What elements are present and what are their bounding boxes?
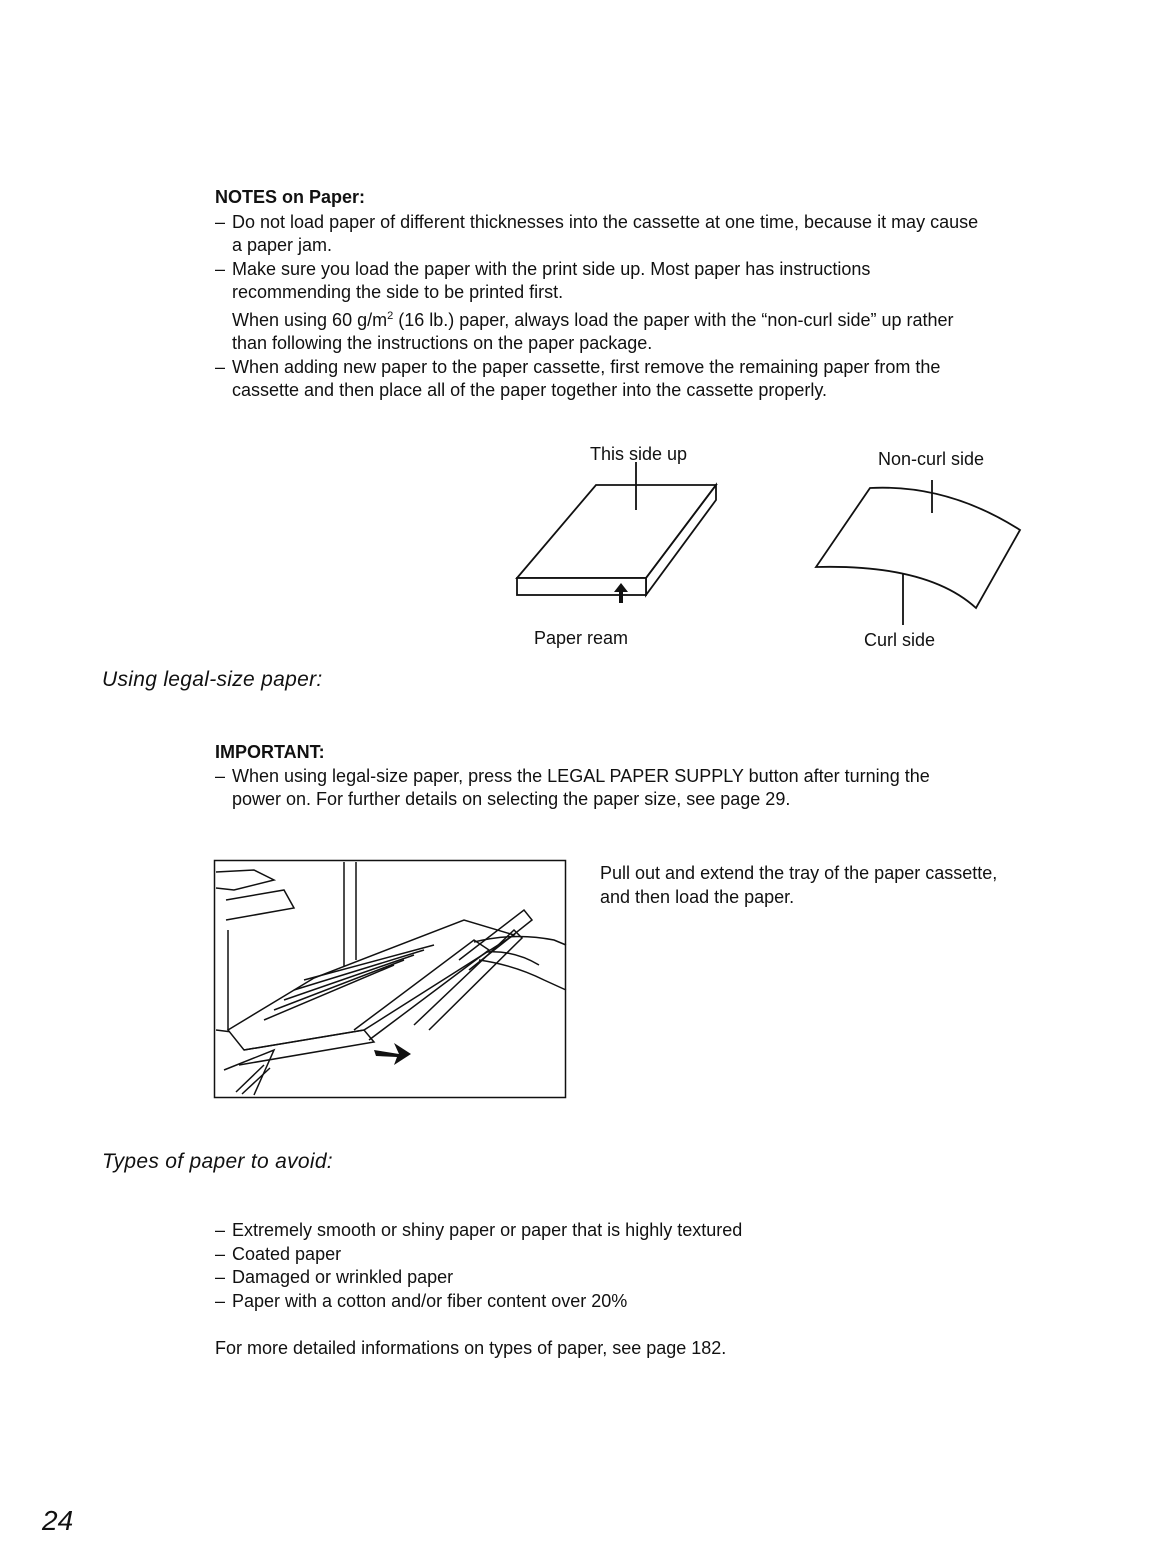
avoid-section-title: Types of paper to avoid: [102, 1150, 333, 1173]
curl-side-label: Curl side [864, 630, 936, 650]
non-curl-side-label: Non-curl side [878, 449, 985, 469]
bullet-dash: – [215, 1220, 226, 1240]
instruction-line: Pull out and extend the tray of the paper cassette, [600, 863, 998, 883]
notes-on-paper [215, 186, 1095, 403]
note-line: Do not load paper of different thicknesses into the cassette at one time, because it may cause [232, 211, 979, 232]
important-line: power on. For further details on selecting the paper size, see page 29. [232, 789, 791, 809]
notes-heading: NOTES on Paper: [215, 187, 366, 207]
bullet-dash: – [215, 1243, 226, 1264]
legal-size-section-title: Using legal-size paper: [102, 668, 323, 691]
note-line: than following the instructions on the paper package. [232, 333, 653, 353]
avoid-item [215, 1290, 1015, 1314]
note-line: recommending the side to be printed first. [232, 282, 564, 302]
page-number: 24 [42, 1505, 74, 1536]
avoid-list [215, 1219, 1015, 1313]
important-heading: IMPORTANT: [215, 742, 325, 762]
this-side-up-label: This side up [590, 444, 688, 464]
avoid-item-text: Extremely smooth or shiny paper or paper that is highly textured [232, 1220, 743, 1240]
paper-ream-label: Paper ream [534, 628, 629, 648]
avoid-item-text: Coated paper [232, 1243, 342, 1264]
bullet-dash: – [215, 258, 226, 279]
tray-instruction [600, 862, 1070, 909]
note-line: cassette and then place all of the paper together into the cassette properly. [232, 380, 828, 400]
avoid-item [215, 1266, 1015, 1290]
important-item [215, 765, 1095, 812]
important-line: When using legal-size paper, press the LEGAL PAPER SUPPLY button after turning the [232, 765, 930, 786]
note-item [215, 258, 1095, 356]
more-info-text: For more detailed informations on types of paper, see page 182. [215, 1338, 727, 1358]
avoid-item-text: Damaged or wrinkled paper [232, 1267, 454, 1287]
bullet-dash: – [215, 765, 226, 786]
bullet-dash: – [215, 211, 226, 232]
avoid-item [215, 1243, 1015, 1267]
paper-ream-illustration [510, 470, 730, 620]
important-note [215, 741, 1095, 812]
note-item [215, 356, 1095, 403]
bullet-dash: – [215, 356, 226, 377]
tray-illustration [214, 860, 567, 1098]
note-line: Make sure you load the paper with the print side up. Most paper has instructions [232, 258, 871, 279]
bullet-dash: – [215, 1290, 226, 1311]
note-line: a paper jam. [232, 235, 333, 255]
note-item [215, 211, 1095, 258]
note-text: (16 lb.) paper, always load the paper with the “non-curl side” up rather [393, 309, 954, 330]
curl-paper-illustration [808, 470, 1038, 620]
note-line [232, 305, 1095, 333]
bullet-dash: – [215, 1267, 226, 1287]
note-line: When adding new paper to the paper cassette, first remove the remaining paper from the [232, 356, 941, 377]
instruction-line: and then load the paper. [600, 886, 795, 907]
note-text: When using 60 g/m [232, 309, 388, 330]
superscript: 2 [387, 309, 394, 322]
avoid-item [215, 1219, 1015, 1243]
avoid-item-text: Paper with a cotton and/or fiber content over 20% [232, 1290, 628, 1311]
